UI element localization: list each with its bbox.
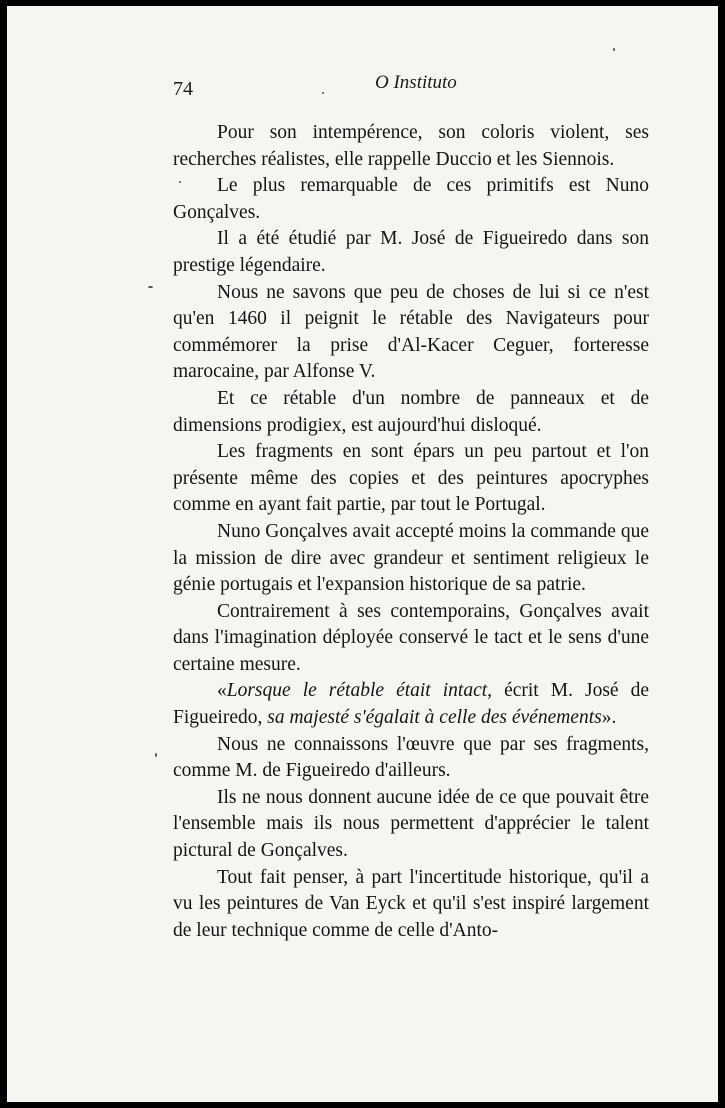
paragraph [173, 732, 649, 785]
paragraph [173, 226, 649, 279]
page-number: 74 [173, 78, 193, 100]
paragraph-text: Tout fait penser, à part l'incertitude historique, qu'il a vu les peintures de Van Eyck et qu'il s'est inspiré largement de leur technique comme de celle d'Anto- [173, 866, 649, 941]
scan-speck [155, 753, 157, 757]
paragraph-text: Les fragments en sont épars un peu partout et l'on présente même des copies et des peintures apocryphes comme en ayant fait partie, par tout le Portugal. [173, 441, 649, 516]
scan-speck [179, 181, 181, 183]
paragraph [173, 280, 649, 386]
paragraph-text: Pour son intempérence, son coloris violent, ses recherches réalistes, elle rappelle Duccio et les Siennois. [173, 122, 649, 170]
paragraph [173, 386, 649, 439]
page-header [173, 72, 653, 106]
scan-speck [148, 286, 153, 288]
running-head: O Instituto [375, 72, 457, 93]
paragraph [173, 785, 649, 865]
paragraph-text: Ils ne nous donnent aucune idée de ce que pouvait être l'ensemble mais ils nous permettent d'apprécier le talent pictural de Gonçalves. [173, 786, 649, 862]
italic-quote-text: Lorsque le rétable était intact, [226, 680, 493, 702]
scan-speck [322, 92, 324, 94]
paragraph [173, 439, 649, 519]
paragraph [173, 678, 649, 731]
paragraph-text: écrit M. José de Figueiredo, [173, 680, 649, 729]
paragraph-text: Il a été étudié par M. José de Figueiredo dans son prestige légendaire. [173, 228, 649, 276]
paragraph [173, 519, 649, 599]
scanned-page [7, 6, 718, 1102]
scan-speck [613, 48, 615, 51]
paragraph-text: Nous ne savons que peu de choses de lui si ce n'est qu'en 1460 il peignit le rétable des Navigateurs pour commémorer la prise d'Al-Kacer Ceguer, forteresse marocaine, par Alfonse V. [173, 281, 649, 383]
paragraph-text: Et ce rétable d'un nombre de panneaux et de dimensions prodigiex, est aujourd'hui disloqué. [173, 387, 649, 436]
body-text [173, 120, 649, 944]
italic-quote-text: sa majesté s'égalait à celle des événements [267, 707, 602, 729]
paragraph [173, 120, 649, 173]
paragraph-text: Le plus remarquable de ces primitifs est Nuno Gonçalves. [173, 175, 649, 223]
paragraph-text: ». [601, 707, 617, 729]
paragraph-text: Nous ne connaissons l'œuvre que par ses fragments, comme M. de Figueiredo d'ailleurs. [173, 733, 649, 782]
paragraph [173, 173, 649, 226]
paragraph [173, 599, 649, 679]
paragraph [173, 865, 649, 945]
paragraph-text: « [217, 680, 227, 702]
paragraph-text: Contrairement à ses contemporains, Gonçalves avait dans l'imagination déployée conservé le tact et le sens d'une certaine mesure. [173, 600, 649, 675]
paragraph-text: Nuno Gonçalves avait accepté moins la commande que la mission de dire avec grandeur et sentiment religieux le génie portugais et l'expansion historique de sa patrie. [173, 520, 649, 596]
